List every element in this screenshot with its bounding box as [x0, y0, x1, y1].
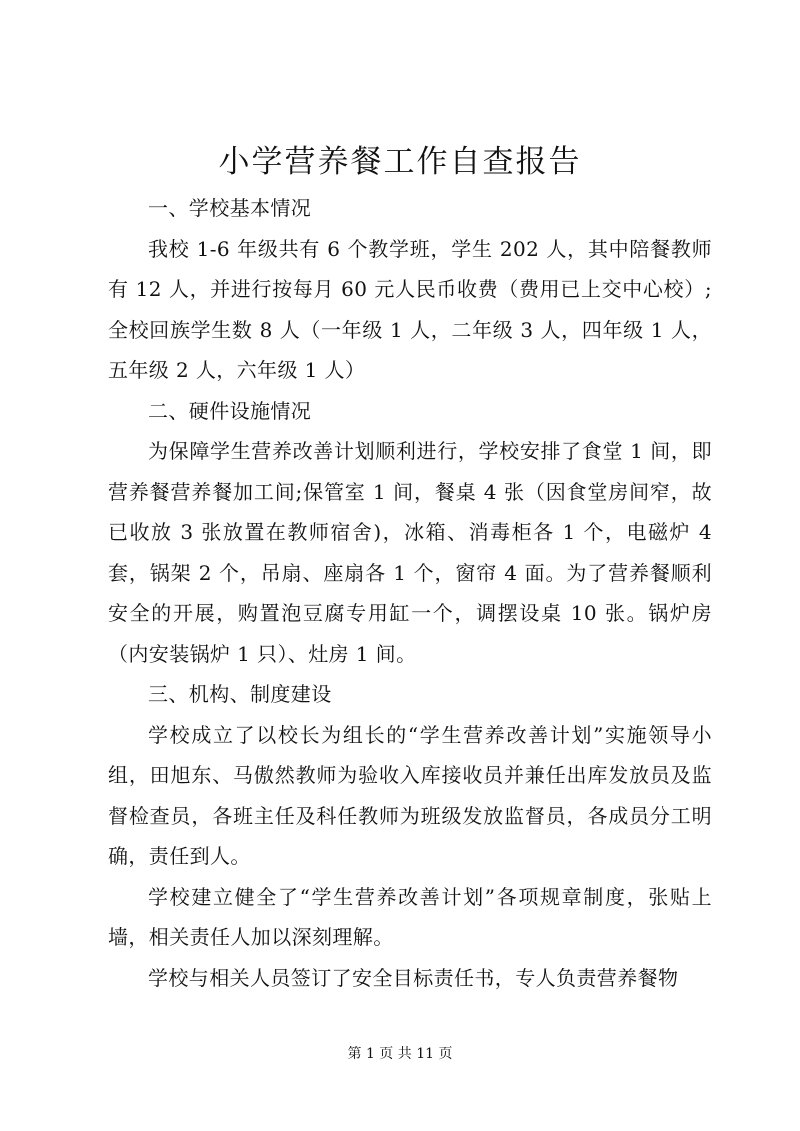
paragraph-regulations: 学校建立健全了“学生营养改善计划”各项规章制度，张贴上墙，相关责任人加以深刻理解。: [108, 884, 712, 949]
paragraph-leadership-group: 学校成立了以校长为组长的“学生营养改善计划”实施领导小组，田旭东、马傲然教师为验收入库接收员并兼任出库发放员及监督检查员，各班主任及科任教师为班级发放监督员，各成员分工明确，责任到人。: [108, 722, 712, 868]
document-body: [108, 188, 712, 998]
section-heading-facilities: 二、硬件设施情况: [148, 398, 312, 423]
section-heading-basic-info: 一、学校基本情况: [148, 196, 312, 220]
paragraph-basic-info: 我校 1-6 年级共有 6 个教学班，学生 202 人，其中陪餐教师有 12 人，并进行按每月 60 元人民币收费（费用已上交中心校）;全校回族学生数 8 人（一年级 1 人，二年级 3 人，四年级 1 人，五年级 2 人，六年级 1 人）: [108, 236, 712, 382]
paragraph-safety-responsibility: 学校与相关人员签订了安全目标责任书，专人负责营养餐物: [148, 965, 679, 990]
document-title: 小学营养餐工作自查报告: [218, 144, 582, 180]
page-footer: 第 1 页 共 11 页: [347, 1046, 453, 1062]
paragraph-facilities: 为保障学生营养改善计划顺利进行，学校安排了食堂 1 间，即营养餐营养餐加工间;保管室 1 间，餐桌 4 张（因食堂房间窄，故已收放 3 张放置在教师宿舍)，冰箱、消毒柜各 1 个，电磁炉 4 套，锅架 2 个，吊扇、座扇各 1 个，窗帘 4 面。为了营养餐顺利安全的开展，购置泡豆腐专用缸一个，调摆设桌 10 张。锅炉房（内安装锅炉 1 只）、灶房 1 间。: [108, 439, 712, 666]
section-heading-organization: 三、机构、制度建设: [148, 682, 332, 706]
